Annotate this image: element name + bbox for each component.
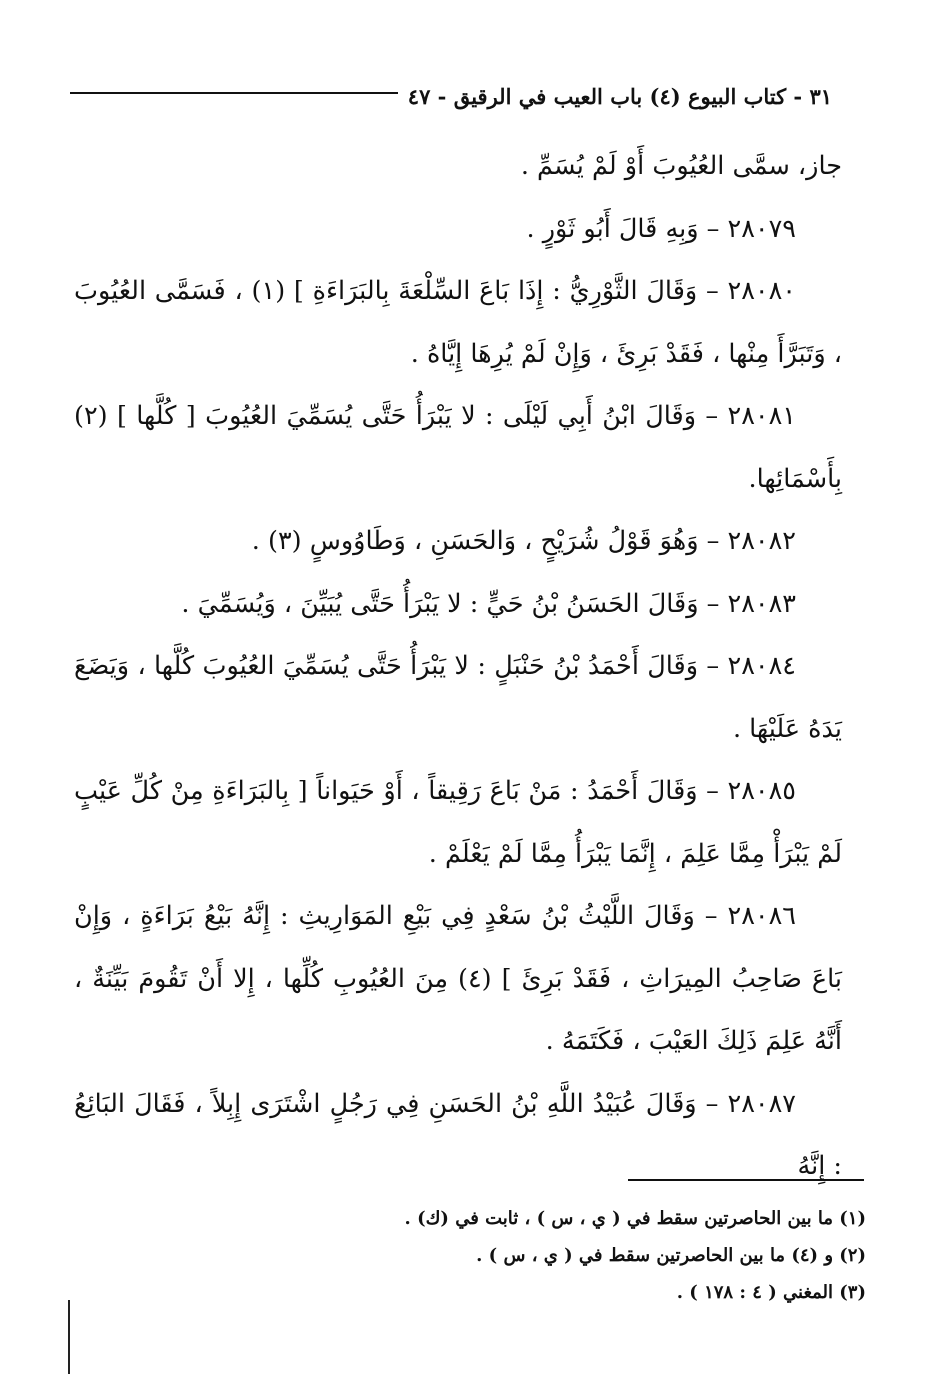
paragraph-28087: ٢٨٠٨٧ – وَقَالَ عُبَيْدُ اللَّهِ بْنُ الحَسَنِ فِي رَجُلٍ اشْتَرَى إِبِلاً ، فَقَالَ البَائِعُ : إِنَّهُ <box>74 1088 842 1181</box>
paragraph-28082: ٢٨٠٨٢ – وَهُوَ قَوْلُ شُرَيْحٍ ، وَالحَسَنِ ، وَطَاوُوسٍ (٣) . <box>251 526 796 556</box>
paragraph-28080: ٢٨٠٨٠ – وَقَالَ الثَّوْرِيُّ : إِذَا بَاعَ السِّلْعَةَ بِالبَرَاءَةِ ] (١) ، فَسَمَّى العُيُوبَ ، وَتَبَرَّأَ مِنْها ، فَقَدْ بَرِئَ ، وَإِنْ لَمْ يُرِهَا إِيَّاهُ . <box>74 276 842 369</box>
paragraph-28086: ٢٨٠٨٦ – وَقَالَ اللَّيْثُ بْنُ سَعْدٍ فِي بَيْعِ المَوَارِيثِ : إِنَّهُ بَيْعُ بَرَاءَةٍ ، وَإِنْ بَاعَ صَاحِبُ المِيرَاثِ ، فَقَدْ بَرِئَ ] (٤) مِنَ العُيُوبِ كُلِّها ، إِلا أَنْ تَقُومَ بَيِّنَةٌ ، أَنَّهُ عَلِمَ ذَلِكَ العَيْبَ ، فَكَتَمَهُ . <box>74 901 842 1056</box>
main-text <box>74 135 842 1198</box>
paragraph-28081: ٢٨٠٨١ – وَقَالَ ابْنُ أَبِي لَيْلَى : لا يَبْرَأُ حَتَّى يُسَمِّيَ العُيُوبَ [ كُلَّها ] (٢) بِأَسْمَائِها. <box>74 401 842 494</box>
header-title: ٣١ - كتاب البيوع (٤) باب العيب في الرقيق - ٤٧ <box>407 83 832 109</box>
header-rule <box>70 92 398 94</box>
footnote-1: (١) ما بين الحاصرتين سقط في ( ي ، س ) ، ثابت في (ك) . <box>404 1208 866 1229</box>
paragraph-28083: ٢٨٠٨٣ – وَقَالَ الحَسَنُ بْنُ حَيٍّ : لا يَبْرَأُ حَتَّى يُبَيِّنَ ، وَيُسَمِّيَ . <box>181 588 796 619</box>
running-header <box>70 76 832 116</box>
footnote-3: (٣) المغني ( ٤ : ١٧٨ ) . <box>676 1282 866 1303</box>
footnotes <box>90 1200 866 1311</box>
paragraph-28085: ٢٨٠٨٥ – وَقَالَ أَحْمَدُ : مَنْ بَاعَ رَقِيقاً ، أَوْ حَيَواناً [ بِالبَرَاءَةِ مِنْ كُلِّ عَيْبٍ لَمْ يَبْرَأْ مِمَّا عَلِمَ ، إِنَّمَا يَبْرَأُ مِمَّا لَمْ يَعْلَمْ . <box>74 776 842 869</box>
footnote-separator <box>628 1179 864 1181</box>
page-edge-mark <box>68 1300 70 1374</box>
paragraph-28079: ٢٨٠٧٩ – وَبِهِ قَالَ أَبُو ثَوْرٍ . <box>526 213 796 244</box>
footnote-2: (٢) و (٤) ما بين الحاصرتين سقط في ( ي ، س ) . <box>476 1245 866 1266</box>
paragraph-continuation: جاز، سمَّى العُيُوبَ أَوْ لَمْ يُسَمِّ . <box>520 151 842 181</box>
paragraph-28084: ٢٨٠٨٤ – وَقَالَ أَحْمَدُ بْنُ حَنْبَلٍ : لا يَبْرَأُ حَتَّى يُسَمِّيَ العُيُوبَ كُلَّها ، وَيَضَعَ يَدَهُ عَلَيْهَا . <box>74 651 842 744</box>
